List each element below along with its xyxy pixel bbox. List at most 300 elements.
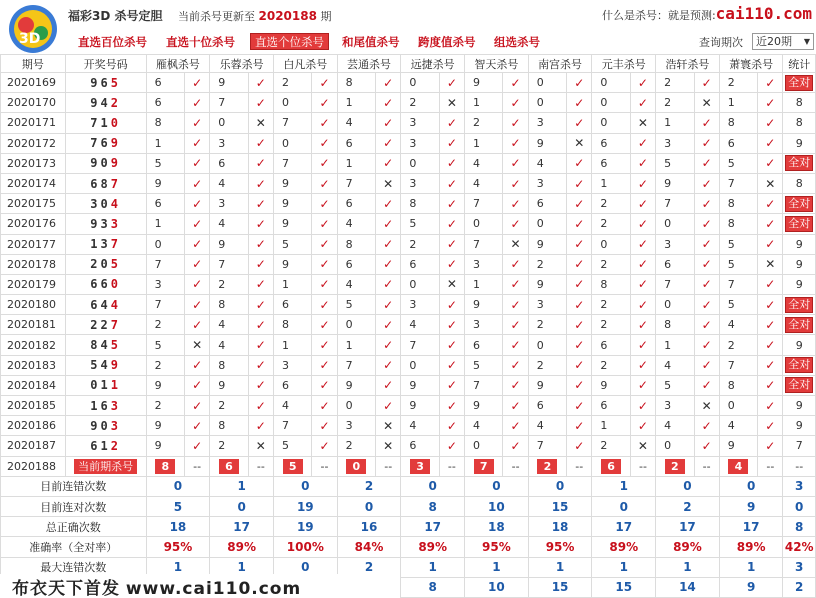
stat-value: 9 [795,257,803,271]
all-correct-badge[interactable]: 全对 [785,155,813,171]
check-icon: ✓ [574,398,585,413]
result-mark-cell [376,113,401,133]
kill-number-cell [273,133,311,153]
check-icon: ✓ [510,95,521,110]
kill-number-cell [401,416,439,436]
cross-icon: ✕ [765,257,776,272]
result-mark-cell [567,355,592,375]
kill-number: 2 [218,439,226,453]
stat-total-cell [783,517,816,537]
result-mark-cell [312,254,337,274]
stat-cell [783,214,816,234]
kill-number: 0 [536,338,544,352]
kill-number: 3 [536,298,544,312]
issue-cell [1,355,66,375]
result-mark-cell [503,153,528,173]
issue-cell [1,194,66,214]
digit-hundreds: 1 [90,398,101,413]
check-icon: ✓ [637,136,648,151]
pending-cell [376,456,401,476]
result-mark-cell [503,335,528,355]
all-correct-badge[interactable]: 全对 [785,75,813,91]
kill-number-cell [273,274,311,294]
digit-hundreds: 9 [90,75,101,90]
kill-number-cell [146,73,184,93]
result-mark-cell [248,355,273,375]
check-icon: ✓ [701,156,712,171]
result-mark-cell [567,335,592,355]
check-icon: ✓ [446,216,457,231]
predicted-kill-cell [465,456,503,476]
kill-number-cell [146,214,184,234]
kill-number: 6 [600,136,608,150]
kill-number-cell [719,173,757,193]
check-icon: ✓ [319,136,330,151]
digit-tens: 1 [100,115,111,130]
kill-number: 6 [154,76,162,90]
kill-number: 0 [281,136,289,150]
kill-number-cell [337,295,375,315]
stat-value-cell [719,496,783,516]
stat-value: 89% [227,539,256,554]
check-icon: ✓ [255,378,266,393]
digit-units: 7 [110,237,121,252]
stat-value-cell [210,537,274,557]
winning-number-cell [65,153,146,173]
table-row [1,254,816,274]
kill-number: 1 [154,136,162,150]
stat-value: 0 [301,560,310,575]
stat-value: 8 [795,96,803,110]
issue-number: 2020179 [7,277,56,291]
stat-cell [783,153,816,173]
stat-value-cell [656,476,720,496]
kill-number-cell [719,214,757,234]
stat-cell [783,133,816,153]
result-mark-cell [376,254,401,274]
kill-number-cell [465,234,503,254]
result-mark-cell [503,133,528,153]
result-mark-cell [758,335,783,355]
result-mark-cell [694,335,719,355]
kill-number: 1 [473,277,481,291]
kill-number: 9 [154,439,162,453]
kill-number: 3 [536,177,544,191]
check-icon: ✓ [510,115,521,130]
stat-label-cell [1,517,147,537]
kill-number-cell [528,375,566,395]
kill-number-cell [656,153,694,173]
period-select-value: 近20期 [756,35,792,48]
kill-number-cell [465,93,503,113]
stat-cell [783,73,816,93]
result-mark-cell [694,436,719,456]
kill-number: 4 [218,318,226,332]
tab-group-kill[interactable]: 组选杀号 [494,35,540,49]
kill-number-cell [528,254,566,274]
kill-number-cell [592,254,630,274]
result-mark-cell [248,93,273,113]
kill-number-cell [528,133,566,153]
result-mark-cell [312,274,337,294]
stat-value-cell [146,496,210,516]
result-mark-cell [630,93,655,113]
kill-number-cell [465,113,503,133]
kill-number-cell [273,396,311,416]
table-row [1,274,816,294]
digit-units: 9 [110,358,121,373]
check-icon: ✓ [192,277,203,292]
result-mark-cell [312,355,337,375]
kill-number-cell [656,315,694,335]
kill-number: 7 [154,257,162,271]
check-icon: ✓ [319,378,330,393]
stat-row [1,537,816,557]
kill-number-cell [719,113,757,133]
kill-number-cell [146,416,184,436]
result-mark-cell [694,315,719,335]
kill-number-cell [528,73,566,93]
check-icon: ✓ [510,216,521,231]
result-mark-cell [185,173,210,193]
kill-number: 5 [473,358,481,372]
kill-number: 8 [345,237,353,251]
kill-number-cell [210,295,248,315]
kill-number: 3 [473,257,481,271]
check-icon: ✓ [383,277,394,292]
stat-value: 95% [545,539,575,554]
kill-number-cell [146,335,184,355]
tab-span-kill[interactable]: 跨度值杀号 [418,35,476,49]
digit-hundreds: 6 [90,438,101,453]
result-mark-cell [185,93,210,113]
check-icon: ✓ [383,297,394,312]
check-icon: ✓ [510,257,521,272]
kill-number-cell [528,153,566,173]
result-mark-cell [376,416,401,436]
kill-number: 4 [281,399,289,413]
stat-value-cell [719,557,783,577]
kill-number: 1 [281,277,289,291]
result-mark-cell [567,153,592,173]
kill-number-cell [210,396,248,416]
kill-number: 9 [600,378,608,392]
kill-number: 8 [727,217,735,231]
kill-number-cell [719,254,757,274]
result-mark-cell [439,274,464,294]
result-mark-cell [439,436,464,456]
kill-number: 2 [409,237,417,251]
all-correct-badge[interactable]: 全对 [785,357,813,373]
result-mark-cell [630,375,655,395]
result-mark-cell [503,194,528,214]
kill-number: 5 [154,156,162,170]
all-correct-badge[interactable]: 全对 [785,377,813,393]
check-icon: ✓ [446,196,457,211]
check-icon: ✓ [383,75,394,90]
check-icon: ✓ [765,438,776,453]
kill-number: 8 [727,116,735,130]
kill-number-cell [337,274,375,294]
kill-number: 3 [154,277,162,291]
kill-number-cell [528,234,566,254]
kill-number: 7 [473,197,481,211]
kill-number: 0 [536,96,544,110]
kill-number: 9 [727,439,735,453]
tab-hundreds-kill[interactable]: 直选百位杀号 [78,35,147,49]
stat-value-cell [528,476,592,496]
predicted-kill-number: 5 [283,459,303,474]
kill-number: 2 [536,318,544,332]
check-icon: ✓ [192,237,203,252]
result-mark-cell [630,113,655,133]
kill-number-cell [210,93,248,113]
result-mark-cell [630,73,655,93]
stat-value-cell [528,496,592,516]
stat-cell [783,234,816,254]
result-mark-cell [312,133,337,153]
period-select[interactable] [752,33,814,50]
stat-value: 89% [736,539,766,554]
kill-number-cell [146,133,184,153]
result-mark-cell [567,133,592,153]
check-icon: ✓ [192,378,203,393]
promo-prefix: 什么是杀号：就是预测: [601,9,716,22]
kill-number-cell [210,133,248,153]
col-expert: 乐蓉杀号 [210,55,274,73]
stat-total: 8 [795,519,804,534]
all-correct-badge[interactable]: 全对 [785,216,813,232]
result-mark-cell [185,295,210,315]
check-icon: ✓ [701,196,712,211]
stat-value: 5 [173,499,183,514]
result-mark-cell [758,173,783,193]
stat-value: 18 [551,519,569,534]
cross-icon: ✕ [574,136,585,151]
tab-tens-kill[interactable]: 直选十位杀号 [166,35,235,49]
check-icon: ✓ [574,438,585,453]
kill-number-cell [273,173,311,193]
stat-value-cell [401,517,465,537]
all-correct-badge[interactable]: 全对 [785,297,813,313]
kill-number: 5 [281,237,289,251]
kill-number: 4 [409,318,417,332]
kill-number-cell [337,133,375,153]
kill-number: 9 [154,419,162,433]
predicted-kill-number: 4 [728,459,748,474]
pending-dash: -- [320,459,329,473]
all-correct-badge[interactable]: 全对 [785,317,813,333]
issue-cell [1,335,66,355]
stat-value-cell [656,557,720,577]
table-row [1,436,816,456]
check-icon: ✓ [383,95,394,110]
result-mark-cell [185,315,210,335]
kill-number: 0 [281,96,289,110]
check-icon: ✓ [319,317,330,332]
kill-number: 3 [664,237,672,251]
check-icon: ✓ [383,257,394,272]
kill-number-cell [528,93,566,113]
check-icon: ✓ [383,317,394,332]
check-icon: ✓ [446,297,457,312]
table-row [1,194,816,214]
winning-number-cell [65,113,146,133]
kill-number-cell [337,194,375,214]
kill-number-cell [337,416,375,436]
kill-number-cell [210,274,248,294]
result-mark-cell [758,234,783,254]
kill-number: 7 [664,277,672,291]
result-mark-cell [312,315,337,335]
stat-label: 目前连对次数 [40,500,107,514]
stat-cell [783,375,816,395]
issue-number: 2020181 [7,318,56,332]
cross-icon: ✕ [255,438,266,453]
stat-value-cell [719,517,783,537]
kill-number: 5 [727,237,735,251]
check-icon: ✓ [701,317,712,332]
check-icon: ✓ [192,297,203,312]
stat-value: 10 [488,580,505,595]
kill-number: 8 [154,116,162,130]
result-mark-cell [312,234,337,254]
promo-site-link[interactable]: cai110.com [715,4,812,23]
table-row [1,396,816,416]
check-icon: ✓ [574,338,585,353]
kill-number-cell [465,173,503,193]
result-mark-cell [694,73,719,93]
kill-number: 0 [473,217,481,231]
kill-number: 0 [600,76,608,90]
result-mark-cell [185,214,210,234]
predicted-kill-cell [656,456,694,476]
stat-cell [783,436,816,456]
stat-total: 3 [795,560,804,575]
result-mark-cell [376,335,401,355]
result-mark-cell [630,133,655,153]
col-expert: 萧寰杀号 [719,55,783,73]
tab-units-kill[interactable]: 直选个位杀号 [250,33,329,50]
kill-number: 9 [473,298,481,312]
issue-number: 2020178 [7,257,56,271]
check-icon: ✓ [510,398,521,413]
result-mark-cell [694,375,719,395]
result-mark-cell [758,416,783,436]
kill-number-cell [273,375,311,395]
check-icon: ✓ [510,176,521,191]
kill-number: 0 [218,116,226,130]
stat-value: 1 [619,479,628,494]
kill-number-cell [210,315,248,335]
kill-number-cell [656,396,694,416]
check-icon: ✓ [510,358,521,373]
pending-dash: -- [575,459,584,473]
digit-units: 1 [110,378,121,393]
kill-number-cell [146,274,184,294]
kill-number: 0 [409,76,417,90]
kill-number: 9 [281,197,289,211]
check-icon: ✓ [255,136,266,151]
kill-number: 3 [218,136,226,150]
digit-hundreds: 7 [90,115,101,130]
issue-number: 2020171 [7,116,56,130]
result-mark-cell [312,335,337,355]
kill-number: 8 [218,419,226,433]
kill-number-cell [401,274,439,294]
result-mark-cell [567,254,592,274]
result-mark-cell [248,153,273,173]
stat-value-cell [656,496,720,516]
stat-value: 0 [746,479,756,494]
result-mark-cell [439,153,464,173]
result-mark-cell [630,355,655,375]
stat-total-cell [783,496,816,516]
check-icon: ✓ [765,317,776,332]
result-mark-cell [312,153,337,173]
digit-hundreds: 9 [90,216,101,231]
kill-number: 2 [600,197,608,211]
footer-watermark [0,574,400,598]
check-icon: ✓ [446,358,457,373]
digit-units: 4 [110,297,121,312]
result-mark-cell [312,396,337,416]
kill-number: 4 [473,419,481,433]
col-expert: 雁枫杀号 [146,55,210,73]
result-mark-cell [630,335,655,355]
kill-number-cell [656,93,694,113]
predicted-kill-number: 2 [665,459,685,474]
kill-number: 1 [600,419,608,433]
kill-number-cell [210,173,248,193]
check-icon: ✓ [192,358,203,373]
result-mark-cell [567,93,592,113]
col-expert: 白凡杀号 [273,55,337,73]
all-correct-badge[interactable]: 全对 [785,196,813,212]
check-icon: ✓ [701,115,712,130]
cross-icon: ✕ [192,338,203,353]
kill-number-cell [592,194,630,214]
check-icon: ✓ [383,115,394,130]
kill-number: 0 [409,156,417,170]
kill-number-cell [465,194,503,214]
digit-units: 7 [110,176,121,191]
issue-cell [1,133,66,153]
kill-number: 7 [473,378,481,392]
stat-value: 0 [428,479,437,494]
stat-value: 1 [428,560,437,575]
pending-cell [630,456,655,476]
tab-sum-tail-kill[interactable]: 和尾值杀号 [342,35,400,49]
kill-number-cell [273,214,311,234]
check-icon: ✓ [574,75,585,90]
table-row [1,234,816,254]
cross-icon: ✕ [255,115,266,130]
kill-number: 9 [409,378,417,392]
kill-number: 2 [600,318,608,332]
result-mark-cell [185,396,210,416]
cross-icon: ✕ [383,438,394,453]
pending-cell [503,456,528,476]
kill-number: 6 [345,257,353,271]
kill-number-cell [465,396,503,416]
kill-number: 5 [727,257,735,271]
kill-number: 5 [727,298,735,312]
stat-value-cell [528,517,592,537]
kill-number: 9 [281,217,289,231]
kill-number: 4 [218,217,226,231]
result-mark-cell [376,274,401,294]
